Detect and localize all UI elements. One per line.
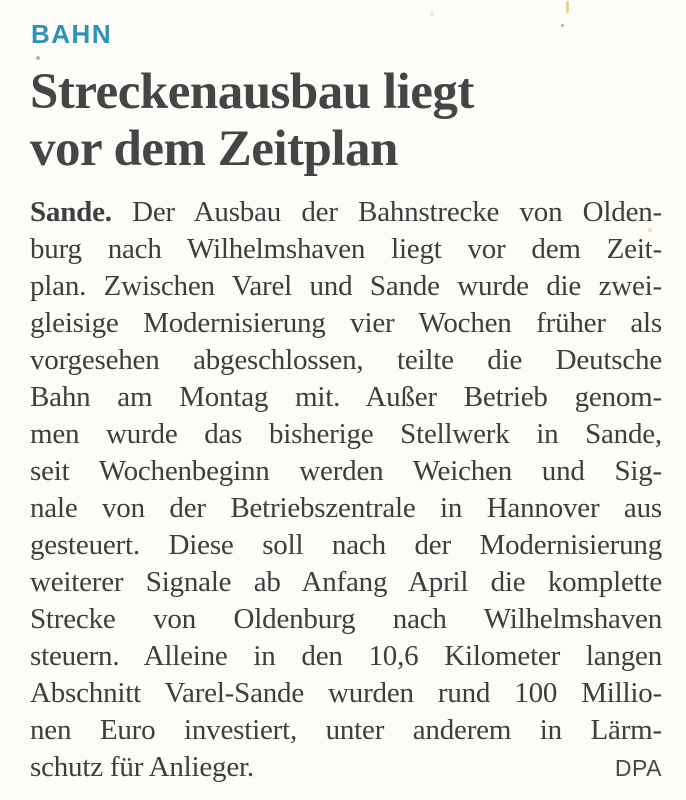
body-line-text: schutz für Anlieger.: [30, 751, 254, 783]
body-line: weiterer Signale ab Anfang April die komplette: [30, 566, 662, 598]
body-line: plan. Zwischen Varel und Sande wurde die zwei-: [30, 270, 662, 302]
body-line: men wurde das bisherige Stellwerk in Sande,: [30, 418, 662, 450]
section-kicker: BAHN: [31, 19, 113, 49]
body-line: Abschnitt Varel-Sande wurden rund 100 Millio-: [30, 677, 662, 709]
body-last-line: [30, 749, 662, 786]
headline-line-1: Streckenausbau liegt: [30, 64, 474, 120]
scan-speckle: [566, 1, 569, 13]
scan-speckle: [430, 12, 434, 16]
headline-line-2: vor dem Zeitplan: [30, 121, 398, 177]
body-line: nale von der Betriebszentrale in Hannover aus: [30, 492, 662, 524]
body-line: vorgesehen abgeschlossen, teilte die Deutsche: [30, 344, 662, 376]
body-line: Bahn am Montag mit. Außer Betrieb genom-: [30, 381, 662, 413]
agency-credit: DPA: [614, 755, 662, 781]
body-line: nen Euro investiert, unter anderem in Lärm-: [30, 714, 662, 746]
body-line: gleisige Modernisierung vier Wochen früher als: [30, 307, 662, 339]
body-line: [30, 194, 662, 231]
scan-speckle: [36, 56, 40, 60]
article-headline: [30, 64, 660, 178]
body-line: seit Wochenbeginn werden Weichen und Sig-: [30, 455, 662, 487]
body-line: burg nach Wilhelmshaven liegt vor dem Zeit-: [30, 233, 662, 265]
body-line: Strecke von Oldenburg nach Wilhelmshaven: [30, 603, 662, 635]
body-line-text: Der Ausbau der Bahnstrecke von Olden-: [111, 196, 662, 228]
body-line: steuern. Alleine in den 10,6 Kilometer langen: [30, 640, 662, 672]
dateline-lead-in: Sande.: [30, 196, 112, 228]
body-line: gesteuert. Diese soll nach der Modernisierung: [30, 529, 662, 561]
article-body: [30, 194, 662, 786]
